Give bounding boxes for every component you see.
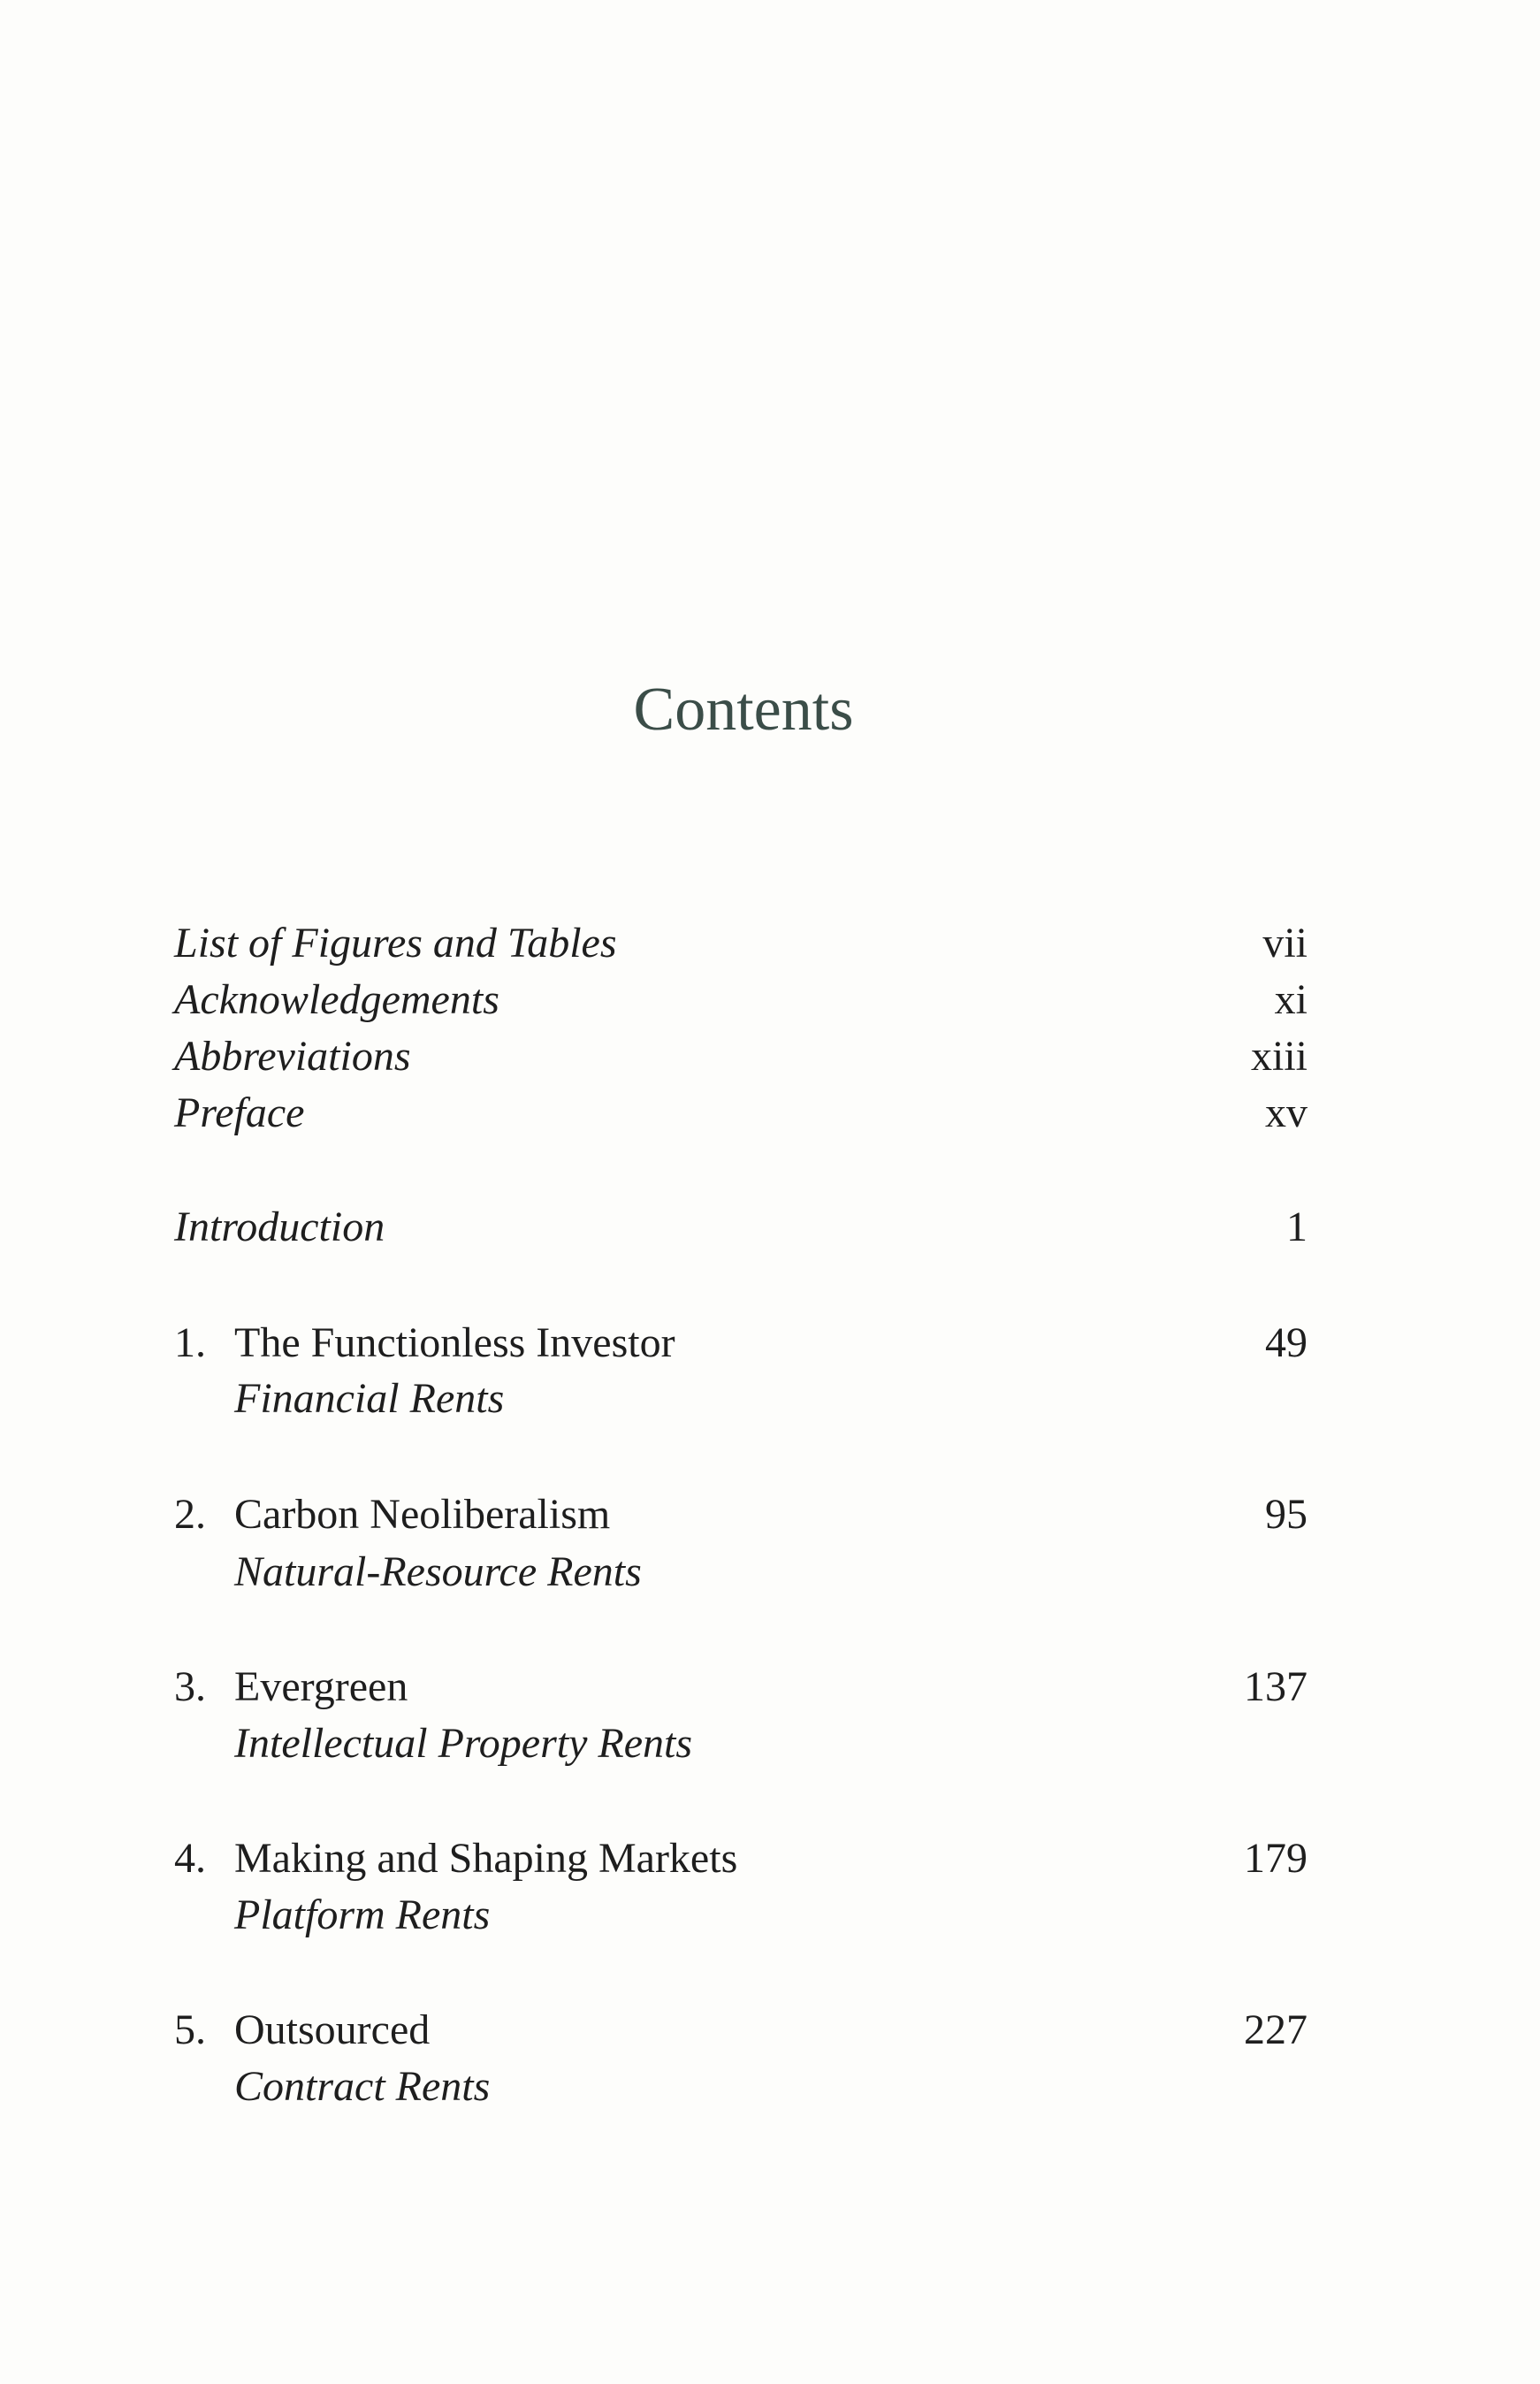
- toc-page: 179: [1244, 1835, 1307, 1882]
- toc-page: xv: [1265, 1089, 1307, 1136]
- toc-page: 95: [1265, 1491, 1307, 1538]
- toc-page: xi: [1274, 976, 1307, 1023]
- toc-label: Introduction: [174, 1203, 385, 1250]
- chapter-number: 1.: [174, 1319, 206, 1366]
- chapter-subtitle: Contract Rents: [234, 2063, 491, 2110]
- toc-chapter[interactable]: [0, 1317, 1540, 1370]
- chapter-number: 3.: [174, 1663, 206, 1710]
- chapter-subtitle: Platform Rents: [234, 1891, 491, 1938]
- toc-page: 1: [1286, 1203, 1307, 1250]
- chapter-subtitle: Intellectual Property Rents: [234, 1720, 693, 1767]
- chapter-number: 2.: [174, 1491, 206, 1538]
- toc-page: vii: [1262, 920, 1307, 967]
- toc-label: Abbreviations: [174, 1033, 411, 1080]
- chapter-subtitle: Natural-Resource Rents: [234, 1548, 642, 1595]
- toc-entry[interactable]: [0, 917, 1540, 970]
- toc-entry[interactable]: [0, 1030, 1540, 1083]
- toc-chapter[interactable]: [0, 1661, 1540, 1714]
- chapter-title: Making and Shaping Markets: [234, 1835, 738, 1882]
- chapter-title: The Functionless Investor: [234, 1319, 675, 1366]
- toc-page: 49: [1265, 1319, 1307, 1366]
- toc-label: List of Figures and Tables: [174, 920, 617, 967]
- toc-entry[interactable]: [0, 974, 1540, 1027]
- chapter-number: 4.: [174, 1835, 206, 1882]
- toc-chapter[interactable]: [0, 2004, 1540, 2057]
- toc-entry-introduction[interactable]: [0, 1201, 1540, 1254]
- toc-chapter[interactable]: [0, 1832, 1540, 1885]
- chapter-number: 5.: [174, 2006, 206, 2053]
- toc-label: Preface: [174, 1089, 305, 1136]
- toc-page: 137: [1244, 1663, 1307, 1710]
- chapter-title: Outsourced: [234, 2006, 431, 2053]
- chapter-subtitle: Financial Rents: [234, 1375, 505, 1422]
- toc-entry[interactable]: [0, 1087, 1540, 1140]
- chapter-title: Evergreen: [234, 1663, 408, 1710]
- toc-page: xiii: [1250, 1033, 1307, 1080]
- toc-label: Acknowledgements: [174, 976, 499, 1023]
- toc-page: 227: [1244, 2006, 1307, 2053]
- chapter-title: Carbon Neoliberalism: [234, 1491, 611, 1538]
- page-title: Contents: [633, 676, 854, 744]
- toc-chapter[interactable]: [0, 1488, 1540, 1541]
